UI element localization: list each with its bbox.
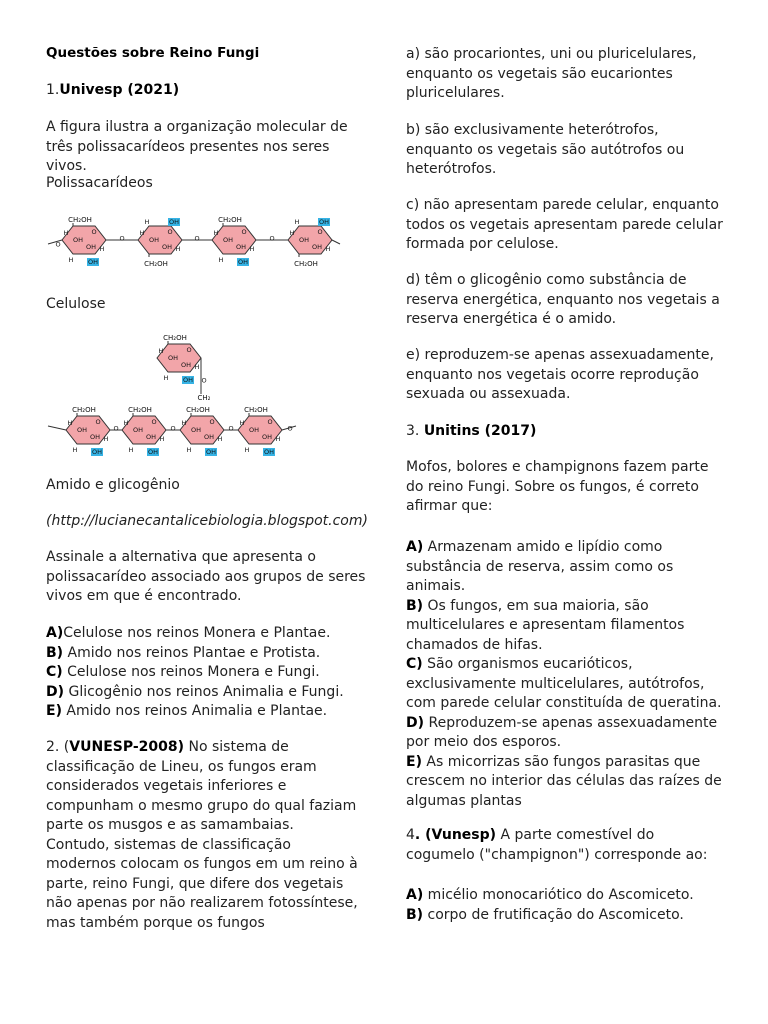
q2-option-b: b) são exclusivamente heterótrofos, enquanto os vegetais são autótrofos ou heterótrofos.	[406, 122, 685, 177]
chain1-unit-2-oh-inner2: OH	[235, 243, 247, 251]
branch-ch2: CH₂	[197, 394, 211, 402]
figure-label-amido: Amido e glicogênio	[46, 477, 180, 493]
chain2-unit-1-h3: H	[128, 446, 134, 454]
chain2-unit-0-oh-inner: OH	[76, 426, 88, 434]
chain1-unit-0-oh-inner2: OH	[85, 243, 97, 251]
figure-label-celulose: Celulose	[46, 296, 106, 312]
chain1-unit-2-oh-inner: OH	[222, 236, 234, 244]
chain1-unit-0-oh-out: OH	[87, 258, 99, 266]
chain1-unit-0-oh-inner: OH	[72, 236, 84, 244]
chain1-unit-0-ring-o: O	[91, 228, 97, 236]
chain2-unit-3-h1: H	[239, 419, 245, 427]
chain1-unit-3-ring-o: O	[317, 228, 323, 236]
chain2-unit-0-ch2oh: CH₂OH	[72, 406, 96, 414]
q2-option-a: a) são procariontes, uni ou pluricelulares, enquanto os vegetais são eucariontes pluricelulares.	[406, 46, 697, 101]
q3-option-c: C) São organismos eucarióticos, exclusivamente multicelulares, autótrofos, com parede celular constituída de queratina.	[406, 656, 722, 711]
chain1-unit-0-h2: H	[99, 245, 105, 253]
chain2-unit-2-ring-o: O	[209, 418, 215, 426]
chain1-o-1: O	[194, 234, 200, 243]
chain1-unit-3-h3: H	[294, 218, 300, 226]
q1-option-c: C) Celulose nos reinos Monera e Fungi.	[46, 664, 320, 680]
chain2-unit-1-ch2oh: CH₂OH	[128, 406, 152, 414]
branch-unit-h3: H	[163, 374, 169, 382]
branch-unit-oh-inner2: OH	[180, 361, 192, 369]
q3-option-b: B) Os fungos, em sua maioria, são multicelulares e apresentam filamentos chamados de hifas.	[406, 597, 685, 653]
chain2-unit-1-oh-out: OH	[147, 448, 159, 456]
branch-o: O	[201, 376, 207, 385]
branch-unit-h2: H	[194, 363, 200, 371]
chain2-unit-2-h3: H	[186, 446, 192, 454]
chain2-unit-3-h3: H	[244, 446, 250, 454]
chain1-unit-3-h2: H	[325, 245, 331, 253]
q1-option-a: A)Celulose nos reinos Monera e Plantae.	[46, 625, 331, 641]
q3-option-e: E) As micorrizas são fungos parasitas que crescem no interior das células das raízes de algumas plantas	[406, 753, 722, 809]
chain1-unit-2-ring-o: O	[241, 228, 247, 236]
q1-intro: A figura ilustra a organização molecular de três polissacarídeos presentes nos seres vivos.	[46, 119, 348, 174]
chain1-unit-0-h1: H	[63, 229, 69, 237]
document-title: Questões sobre Reino Fungi	[46, 45, 260, 61]
q4-option-a: A) micélio monocariótico do Ascomiceto.	[406, 887, 694, 903]
figure-credit: (http://lucianecantalicebiologia.blogspot.com)	[46, 513, 368, 529]
branch-unit-h1: H	[158, 347, 164, 355]
chain2-unit-1-oh-inner2: OH	[145, 433, 157, 441]
q3-intro: Mofos, bolores e champignons fazem parte do reino Fungi. Sobre os fungos, é correto afirmar que:	[406, 459, 709, 514]
figure-label-polissacarideos: Polissacarídeos	[46, 175, 153, 191]
chain2-o-end: O	[287, 424, 293, 433]
chain2-unit-3-h2: H	[275, 435, 281, 443]
q4-options	[406, 886, 724, 925]
chain1-o-start: O	[55, 240, 61, 249]
q1-option-b: B) Amido nos reinos Plantae e Protista.	[46, 644, 321, 661]
q4-option-b: B) corpo de frutificação do Ascomiceto.	[406, 906, 684, 923]
chain1-unit-3-h1: H	[289, 229, 295, 237]
q3-heading: 3. Unitins (2017)	[406, 423, 537, 439]
chain2-unit-0-h3: H	[72, 446, 78, 454]
chain1-unit-2-ch2oh: CH₂OH	[218, 216, 242, 224]
chain1-unit-1-ch2oh: CH₂OH	[144, 260, 168, 268]
chain2-unit-0-h1: H	[67, 419, 73, 427]
q2-text: 2. (VUNESP-2008) No sistema de classificação de Lineu, os fungos eram considerados vegetais inferiores e compunham o mesmo grupo do qual faziam parte os musgos e as samambaias. Contudo, sistemas de classificação modernos colocam os fungos em um reino à parte, reino Fungi, que difere dos vegetais não apenas por não realizarem fotossíntese, mas também porque os fungos	[46, 739, 358, 931]
chain1-unit-0-h3: H	[68, 256, 74, 264]
chain1-unit-1-oh-inner2: OH	[161, 243, 173, 251]
chain1-unit-2-h2: H	[249, 245, 255, 253]
chain1-o-2: O	[269, 234, 275, 243]
chain2-o-2: O	[228, 424, 234, 433]
polysaccharide-diagram	[44, 204, 344, 464]
chain1-unit-2-oh-out: OH	[237, 258, 249, 266]
chain1-end-bond	[332, 240, 340, 244]
chain2-unit-3-oh-out: OH	[263, 448, 275, 456]
chain2-unit-2-oh-out: OH	[205, 448, 217, 456]
chain1-unit-0-ch2oh: CH₂OH	[68, 216, 92, 224]
q4-text: 4. (Vunesp) A parte comestível do cogumelo ("champignon") corresponde ao:	[406, 827, 708, 863]
chain2-unit-2-h2: H	[217, 435, 223, 443]
q1-option-d: D) Glicogênio nos reinos Animalia e Fungi.	[46, 683, 344, 700]
q1-option-e: E) Amido nos reinos Animalia e Plantae.	[46, 703, 328, 719]
chain1-unit-3-oh-out: OH	[318, 218, 330, 226]
chain2-unit-0-ring-o: O	[95, 418, 101, 426]
q2-option-d: d) têm o glicogênio como substância de reserva energética, enquanto nos vegetais a reserva energética é o amido.	[406, 272, 720, 327]
q1-heading: 1.Univesp (2021)	[46, 82, 180, 98]
chain1-unit-3-oh-inner2: OH	[311, 243, 323, 251]
chain2-unit-2-oh-inner2: OH	[203, 433, 215, 441]
q3-option-d: D) Reproduzem-se apenas assexuadamente por meio dos esporos.	[406, 714, 718, 750]
q2-option-e: e) reproduzem-se apenas assexuadamente, enquanto nos vegetais ocorre reprodução sexuada ou assexuada.	[406, 347, 714, 402]
chain2-unit-3-ch2oh: CH₂OH	[244, 406, 268, 414]
chain1-unit-1-h2: H	[175, 245, 181, 253]
branch-unit-ring-o: O	[186, 346, 192, 354]
branch-unit-ch2oh: CH₂OH	[163, 334, 187, 342]
chain2-unit-2-h1: H	[181, 419, 187, 427]
chain2-unit-2-oh-inner: OH	[190, 426, 202, 434]
chain1-unit-2-h3: H	[218, 256, 224, 264]
chain2-unit-2-ch2oh: CH₂OH	[186, 406, 210, 414]
chain2-unit-1-h2: H	[159, 435, 165, 443]
chain1-unit-2-h1: H	[213, 229, 219, 237]
chain2-start-bond	[48, 426, 66, 430]
q3-options	[406, 538, 724, 811]
chain2-unit-1-h1: H	[123, 419, 129, 427]
chain2-unit-3-oh-inner2: OH	[261, 433, 273, 441]
chain1-unit-3-ch2oh: CH₂OH	[294, 260, 318, 268]
chain2-unit-0-oh-out: OH	[91, 448, 103, 456]
chain1-unit-1-oh-out: OH	[168, 218, 180, 226]
q2-option-c: c) não apresentam parede celular, enquanto todos os vegetais apresentam parede celular formada por celulose.	[406, 197, 723, 252]
chain1-unit-3-oh-inner: OH	[298, 236, 310, 244]
q1-prompt: Assinale a alternativa que apresenta o polissacarídeo associado aos grupos de seres vivos em que é encontrado.	[46, 549, 366, 604]
chain1-unit-1-oh-inner: OH	[148, 236, 160, 244]
q3-option-a: A) Armazenam amido e lipídio como substância de reserva, assim como os animais.	[406, 539, 674, 594]
chain2-unit-0-oh-inner2: OH	[89, 433, 101, 441]
chain2-o-1: O	[170, 424, 176, 433]
chain2-unit-3-ring-o: O	[267, 418, 273, 426]
chain1-unit-1-ring-o: O	[167, 228, 173, 236]
chain1-o-0: O	[119, 234, 125, 243]
chain2-unit-3-oh-inner: OH	[248, 426, 260, 434]
chain2-o-0: O	[113, 424, 119, 433]
chain1-unit-1-h3: H	[144, 218, 150, 226]
chain2-unit-1-oh-inner: OH	[132, 426, 144, 434]
q1-options	[46, 624, 344, 722]
branch-unit-oh-out: OH	[182, 376, 194, 384]
chain1-unit-1-h1: H	[139, 229, 145, 237]
branch-unit-oh-inner: OH	[167, 354, 179, 362]
chain2-unit-0-h2: H	[103, 435, 109, 443]
chain2-unit-1-ring-o: O	[151, 418, 157, 426]
